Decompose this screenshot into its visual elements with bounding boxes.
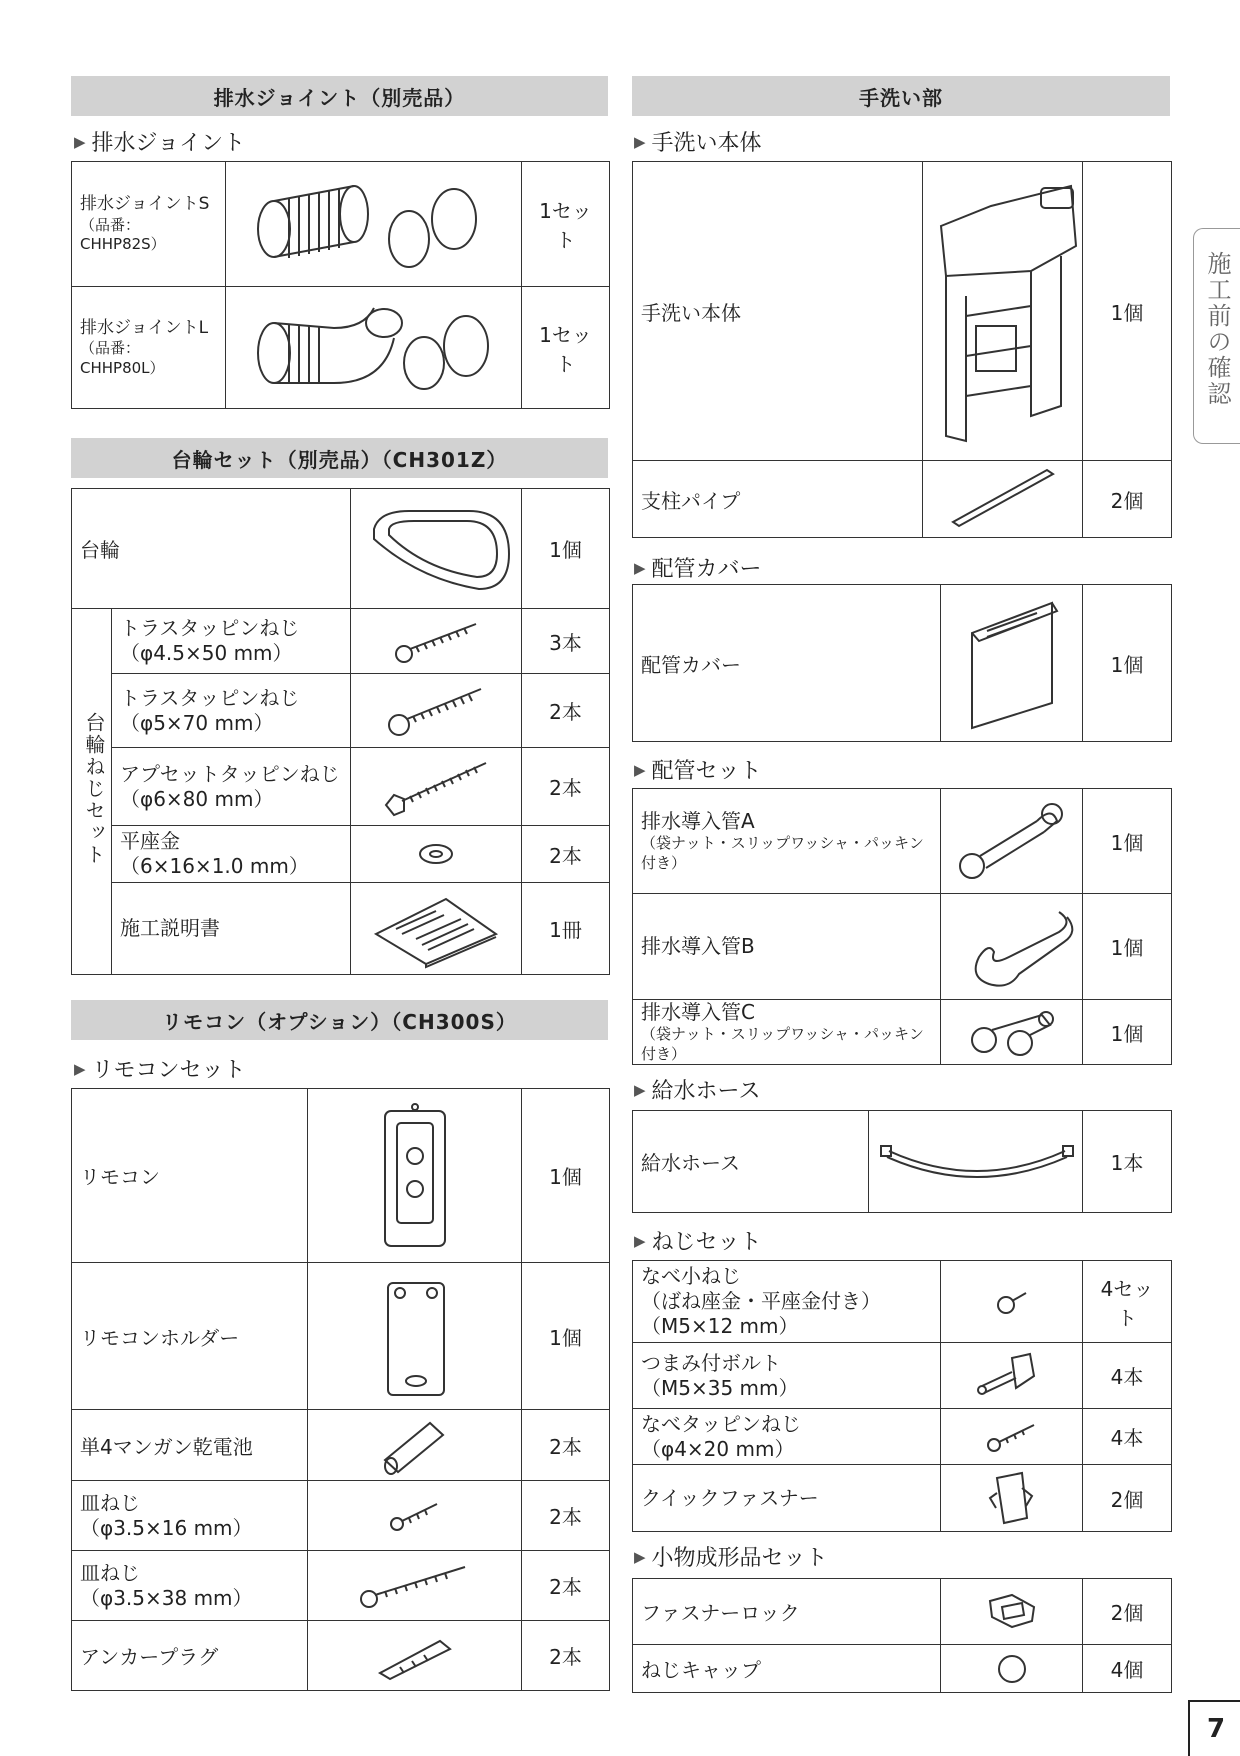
table-row [633,1000,1172,1065]
item-qty: 2本 [522,1481,610,1551]
drain-pipe-b-illustration [941,894,1083,1000]
item-name: 皿ねじ （φ3.5×38 mm） [72,1551,308,1621]
table-row [633,789,1172,894]
table-row [72,1263,610,1410]
item-qty: 2個 [1083,1579,1172,1645]
section-tab: 施工前の確認 [1193,228,1240,444]
triangle-icon: ▶ [74,1059,86,1078]
item-qty: 1個 [522,1263,610,1410]
triangle-icon: ▶ [74,132,86,151]
remote-table [71,1088,610,1691]
remote-holder-illustration [308,1263,522,1410]
screw-group-label: 台輪ねじセット [72,609,112,975]
table-row [72,1481,610,1551]
battery-illustration [308,1410,522,1481]
item-qty: 3本 [522,609,610,674]
quick-fastener-illustration [941,1465,1083,1532]
tapping-screw-illustration [941,1409,1083,1465]
item-qty: 1本 [1083,1111,1172,1213]
screw-set-table [632,1260,1172,1532]
item-qty: 2本 [522,1410,610,1481]
drain-pipe-c-illustration [941,1000,1083,1065]
item-name: つまみ付ボルト （M5×35 mm） [633,1343,941,1409]
item-qty: 2個 [1083,461,1172,538]
cover-subheader: ▶ 配管カバー [634,557,762,582]
pan-screw-illustration [941,1261,1083,1343]
item-name: 排水導入管B [633,894,941,1000]
item-qty: 1セット [522,162,610,287]
table-row [633,1343,1172,1409]
table-row [72,748,610,826]
item-name: ファスナーロック [633,1579,941,1645]
table-row [633,1645,1172,1693]
table-row [633,1579,1172,1645]
drain-joint-table [71,161,610,409]
drain-joint-l-illustration [226,287,522,409]
screw-cap-illustration [941,1645,1083,1693]
item-name: 皿ねじ （φ3.5×16 mm） [72,1481,308,1551]
small-parts-table [632,1578,1172,1693]
table-row [633,585,1172,742]
triangle-icon: ▶ [634,1547,646,1566]
item-qty: 2本 [522,674,610,748]
drain-joint-header: 排水ジョイント（別売品） [71,76,608,116]
cover-table [632,584,1172,742]
triangle-icon: ▶ [634,1080,646,1099]
page-number: 7 [1188,1700,1240,1756]
table-row [633,162,1172,461]
table-row [72,489,610,609]
base-frame-illustration [351,489,522,609]
table-row [633,894,1172,1000]
table-row [72,883,610,975]
base-set-table [71,488,610,975]
manual-illustration [351,883,522,975]
drain-joint-s-illustration [226,162,522,287]
small-parts-subheader: ▶ 小物成形品セット [634,1546,828,1571]
handwash-body-table [632,161,1172,538]
handwash-body-illustration [923,162,1083,461]
item-qty: 1個 [1083,585,1172,742]
item-name: 排水導入管A （袋ナット・スリップワッシャ・パッキン付き） [633,789,941,894]
triangle-icon: ▶ [634,132,646,151]
table-row [72,826,610,883]
screw-illustration [308,1481,522,1551]
table-row [72,609,610,674]
screw-illustration [351,748,522,826]
triangle-icon: ▶ [634,558,646,577]
knob-bolt-illustration [941,1343,1083,1409]
item-qty: 4セット [1083,1261,1172,1343]
table-row [72,1621,610,1691]
water-hose-illustration [869,1111,1083,1213]
table-row [72,1551,610,1621]
drain-joint-subheader: ▶ 排水ジョイント [74,131,246,156]
remote-subheader: ▶ リモコンセット [74,1058,246,1083]
handwash-header: 手洗い部 [632,76,1170,116]
fastener-lock-illustration [941,1579,1083,1645]
triangle-icon: ▶ [634,1231,646,1250]
table-row [633,1111,1172,1213]
hose-subheader: ▶ 給水ホース [634,1079,761,1104]
table-row [633,1465,1172,1532]
item-qty: 1冊 [522,883,610,975]
triangle-icon: ▶ [634,760,646,779]
screw-illustration [308,1551,522,1621]
item-qty: 1セット [522,287,610,409]
table-row [72,287,610,409]
item-name: 排水導入管C （袋ナット・スリップワッシャ・パッキン付き） [633,1000,941,1065]
item-qty: 1個 [1083,1000,1172,1065]
item-name: 平座金 （6×16×1.0 mm） [112,826,351,883]
pipe-set-table [632,788,1172,1065]
item-name: 支柱パイプ [633,461,923,538]
item-name: 手洗い本体 [633,162,923,461]
handwash-body-subheader: ▶ 手洗い本体 [634,131,762,156]
table-row [633,1261,1172,1343]
item-name: 配管カバー [633,585,941,742]
item-qty: 2本 [522,748,610,826]
hose-table [632,1110,1172,1213]
drain-pipe-a-illustration [941,789,1083,894]
screw-illustration [351,609,522,674]
item-name: リモコンホルダー [72,1263,308,1410]
table-row [72,1410,610,1481]
item-qty: 4個 [1083,1645,1172,1693]
item-qty: 4本 [1083,1409,1172,1465]
item-name: クイックファスナー [633,1465,941,1532]
table-row [633,1409,1172,1465]
support-pipe-illustration [923,461,1083,538]
item-qty: 1個 [1083,894,1172,1000]
item-qty: 1個 [522,489,610,609]
item-name: なべタッピンねじ （φ4×20 mm） [633,1409,941,1465]
item-qty: 2本 [522,826,610,883]
anchor-plug-illustration [308,1621,522,1691]
item-name: なべ小ねじ （ばね座金・平座金付き） （M5×12 mm） [633,1261,941,1343]
item-qty: 4本 [1083,1343,1172,1409]
item-qty: 1個 [1083,162,1172,461]
remote-header: リモコン（オプション）（CH300S） [71,1000,608,1040]
item-name: アプセットタッピンねじ （φ6×80 mm） [112,748,351,826]
screw-illustration [351,674,522,748]
table-row [633,461,1172,538]
item-name: トラスタッピンねじ （φ5×70 mm） [112,674,351,748]
item-qty: 2本 [522,1621,610,1691]
washer-illustration [351,826,522,883]
item-name: 台輪 [72,489,351,609]
item-qty: 1個 [522,1089,610,1263]
item-qty: 2本 [522,1551,610,1621]
table-row [72,162,610,287]
item-name: 排水ジョイントL （品番：CHHP80L） [72,287,226,409]
item-name: ねじキャップ [633,1645,941,1693]
table-row [72,674,610,748]
item-name: トラスタッピンねじ （φ4.5×50 mm） [112,609,351,674]
item-name: 排水ジョイントS （品番：CHHP82S） [72,162,226,287]
item-name: 給水ホース [633,1111,869,1213]
base-set-header: 台輪セット（別売品）（CH301Z） [71,438,608,478]
item-name: 施工説明書 [112,883,351,975]
item-qty: 2個 [1083,1465,1172,1532]
item-name: リモコン [72,1089,308,1263]
remote-illustration [308,1089,522,1263]
item-name: アンカープラグ [72,1621,308,1691]
item-qty: 1個 [1083,789,1172,894]
table-row [72,1089,610,1263]
item-name: 単4マンガン乾電池 [72,1410,308,1481]
screw-set-subheader: ▶ ねじセット [634,1230,762,1255]
pipe-cover-illustration [941,585,1083,742]
pipe-set-subheader: ▶ 配管セット [634,759,762,784]
